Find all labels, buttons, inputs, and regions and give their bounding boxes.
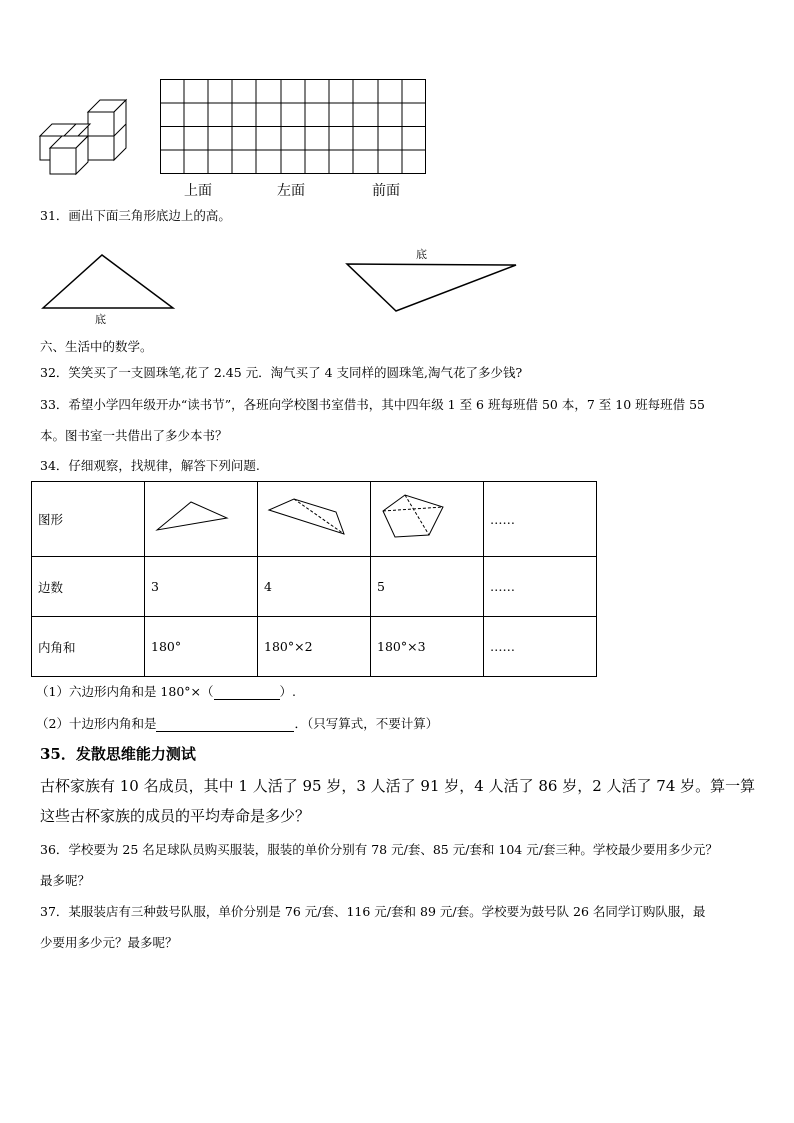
- shape-triangle-cell: [145, 482, 258, 557]
- question-34-sub2: （2）十边形内角和是 ．（只写算式，不要计算）: [36, 716, 439, 731]
- angle-sum-value: 180°×3: [371, 617, 484, 677]
- sides-value: 3: [145, 557, 258, 617]
- triangle-1[interactable]: [40, 252, 176, 312]
- shape-quadrilateral-cell: [258, 482, 371, 557]
- view-label-left: 左面: [277, 183, 305, 199]
- table-row-angles: [32, 617, 597, 677]
- answer-blank-2[interactable]: [156, 718, 294, 732]
- question-31: 31．画出下面三角形底边上的高。: [40, 208, 231, 223]
- angle-sum-value: ……: [484, 617, 597, 677]
- question-36-line1: 36．学校要为 25 名足球队员购买服装，服装的单价分别有 78 元/套、85 元/套和 104 元/套三种。学校最少要用多少元？: [40, 842, 718, 857]
- angle-sum-value: 180°×2: [258, 617, 371, 677]
- shape-pentagon-cell: [371, 482, 484, 557]
- triangle-2[interactable]: [344, 261, 520, 315]
- base-label-2: 底: [416, 248, 427, 261]
- base-label-1: 底: [95, 313, 106, 326]
- drawing-grid[interactable]: [160, 79, 426, 174]
- pentagon-shape: [377, 491, 457, 545]
- question-35-title: 35．发散思维能力测试: [40, 745, 196, 763]
- row-label-shape: 图形: [32, 482, 145, 557]
- section-6-title: 六、生活中的数学。: [40, 339, 153, 354]
- question-34: 34．仔细观察，找规律，解答下列问题.: [40, 458, 260, 473]
- angle-sum-value: 180°: [145, 617, 258, 677]
- pattern-table: [31, 481, 597, 677]
- table-row-sides: [32, 557, 597, 617]
- question-33-line2: 本。图书室一共借出了多少本书？: [40, 428, 228, 443]
- cube-stack-figure: [36, 98, 131, 178]
- question-36-line2: 最多呢？: [40, 873, 91, 888]
- question-37-line1: 37．某服装店有三种鼓号队服，单价分别是 76 元/套、116 元/套和 89 元/套。学校要为鼓号队 26 名同学订购队服，最: [40, 904, 706, 919]
- view-label-front: 前面: [372, 183, 400, 199]
- shape-more-cell: ……: [484, 482, 597, 557]
- triangle-shape: [151, 498, 231, 538]
- question-32: 32．笑笑买了一支圆珠笔,花了 2.45 元．淘气买了 4 支同样的圆珠笔,淘气花了多少钱?: [40, 365, 523, 380]
- sides-value: 4: [258, 557, 371, 617]
- quadrilateral-shape: [264, 496, 349, 540]
- question-37-line2: 少要用多少元？最多呢？: [40, 935, 178, 950]
- sides-value: ……: [484, 557, 597, 617]
- row-label-sides: 边数: [32, 557, 145, 617]
- row-label-angles: 内角和: [32, 617, 145, 677]
- sides-value: 5: [371, 557, 484, 617]
- question-33-line1: 33．希望小学四年级开办“读书节”，各班向学校图书室借书，其中四年级 1 至 6 班每班借 50 本，7 至 10 班每班借 55: [40, 397, 705, 412]
- answer-blank-1[interactable]: [214, 686, 280, 700]
- view-label-top: 上面: [184, 183, 212, 199]
- question-35-line2: 这些古杯家族的成员的平均寿命是多少？: [40, 807, 311, 825]
- question-34-sub1: （1）六边形内角和是 180°×（ ）.: [36, 684, 296, 699]
- table-row-shapes: [32, 482, 597, 557]
- question-35-line1: 古杯家族有 10 名成员，其中 1 人活了 95 岁，3 人活了 91 岁，4 人活了 86 岁，2 人活了 74 岁。算一算: [40, 777, 756, 795]
